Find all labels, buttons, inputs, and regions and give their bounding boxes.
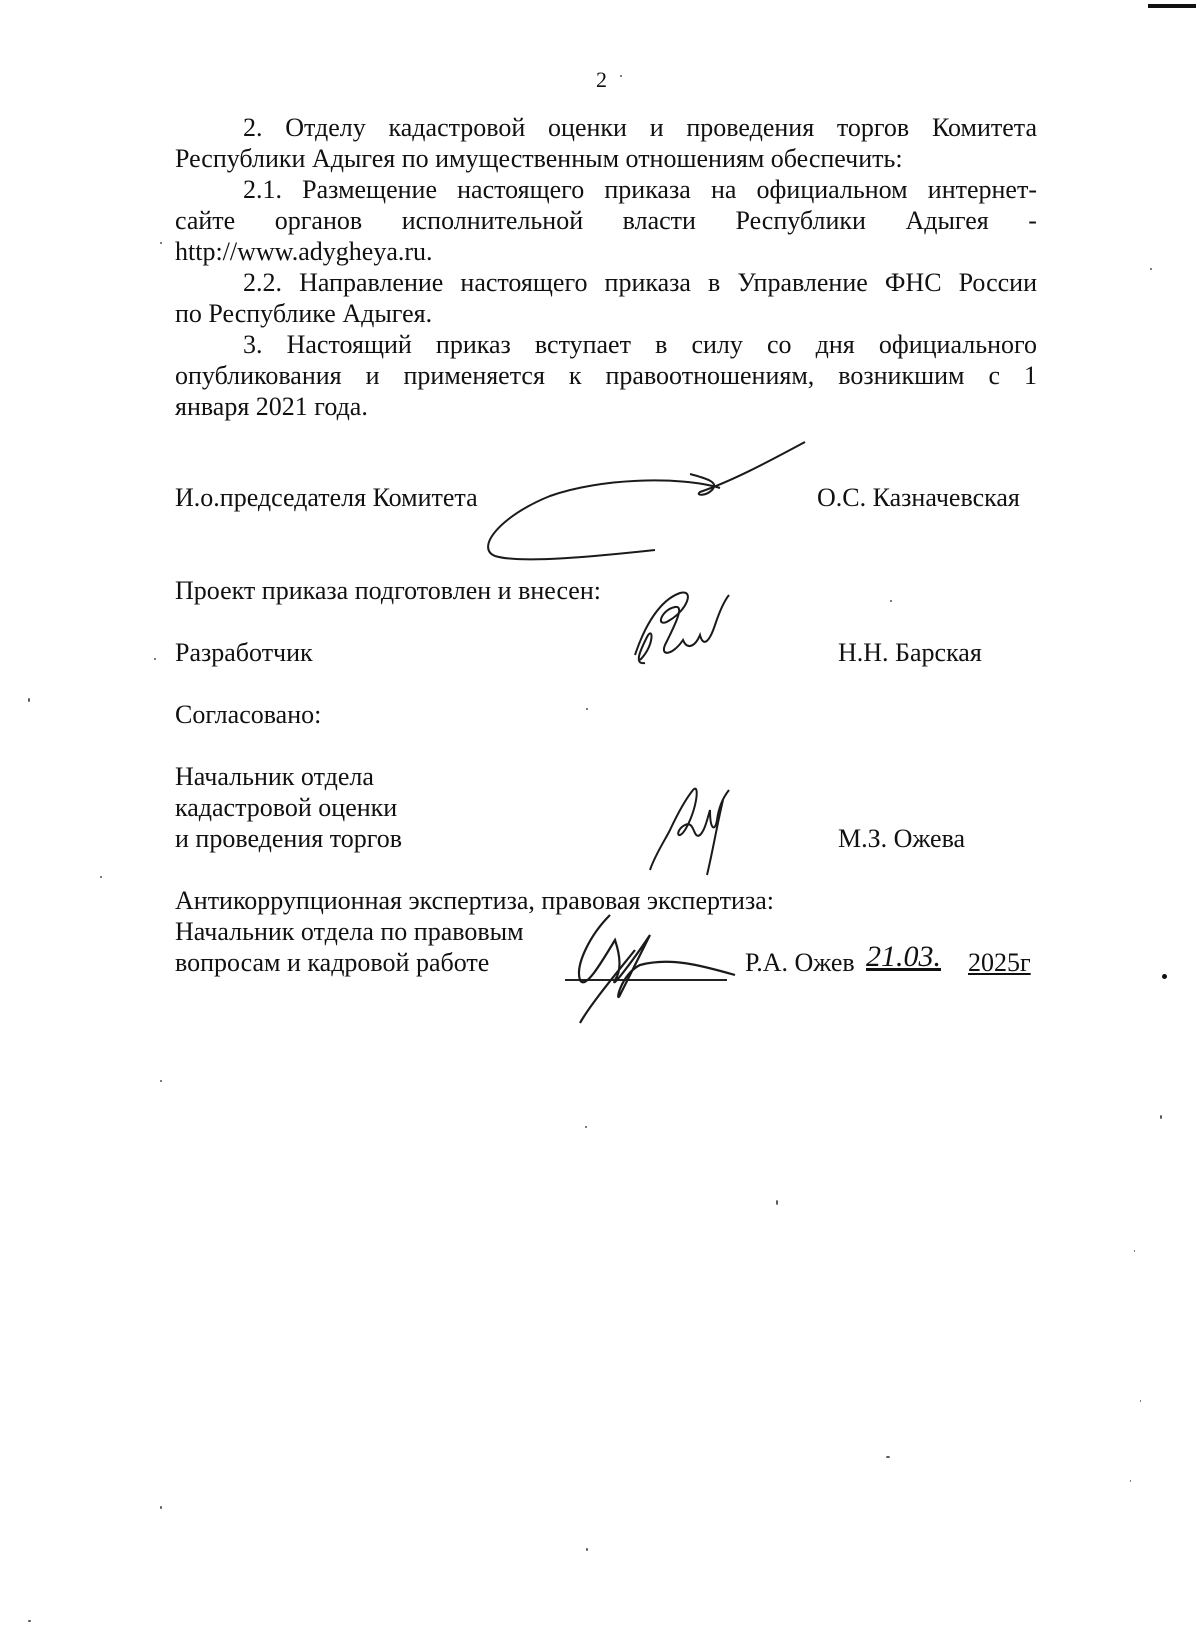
para22-line1: 2.2. Направление настоящего приказа в Управление ФНС России [243,268,1037,297]
scan-speck [160,1506,162,1509]
legal-head-line2: вопросам и кадровой работе [175,948,490,977]
scan-speck [776,1200,778,1205]
scan-speck [160,1080,162,1082]
scan-speck [1140,1400,1141,1402]
head-dept-signature [645,780,745,880]
agreed-heading: Согласовано: [175,700,322,729]
para3-line3: января 2021 года. [175,392,368,421]
para2-line2: Республики Адыгея по имущественным отношениям обеспечить: [175,144,903,173]
scan-speck [154,658,156,660]
scan-speck [1150,268,1152,270]
scan-speck [586,1548,588,1551]
scan-speck [160,242,162,244]
scan-speck [1162,974,1167,979]
scan-speck [585,1126,587,1128]
scan-speck [1134,1250,1135,1252]
para2-line1: 2. Отделу кадастровой оценки и проведения торгов Комитета [243,113,1037,142]
scan-edge-mark [1148,4,1196,8]
head-dept-line3: и проведения торгов [175,824,403,853]
word: Республики [735,206,866,235]
developer-title: Разработчик [175,638,313,667]
word: Адыгея [905,206,989,235]
legal-head-name: Р.А. Ожев [745,948,855,977]
head-dept-name: М.З. Ожева [838,824,966,853]
para21-line3: http://www.adygheya.ru. [175,237,433,266]
para3-line1: 3. Настоящий приказ вступает в силу со дня официального [243,330,1037,359]
handwritten-date: 21.03. [866,940,941,973]
chair-title: И.о.председателя Комитета [175,483,478,512]
date-year: 2025г [968,948,1031,977]
head-dept-line2: кадастровой оценки [175,793,398,822]
word: сайте [175,206,236,235]
para21-line1: 2.1. Размещение настоящего приказа на официальном интернет- [243,175,1037,204]
scan-speck [890,600,892,602]
scan-speck [1160,1115,1162,1119]
chair-signature [480,438,820,568]
word: исполнительной [401,206,584,235]
prepared-heading: Проект приказа подготовлен и внесен: [175,576,601,605]
word: органов [274,206,363,235]
scan-speck [28,698,30,702]
para21-line2 [175,205,1037,236]
para22-line2: по Республике Адыгея. [175,299,433,328]
scan-speck [100,876,102,878]
head-dept-line1: Начальник отдела [175,762,374,791]
scan-speck [586,708,588,710]
legal-head-signature [560,895,740,1025]
legal-head-line1: Начальник отдела по правовым [175,917,524,946]
page-number: 2 [596,67,607,92]
word: - [1028,206,1037,235]
scan-speck [1130,1480,1131,1482]
scan-speck [886,1456,890,1458]
developer-signature [625,585,735,675]
para3-line2: опубликования и применяется к правоотношениям, возникшим с 1 [175,361,1037,390]
scan-speck [620,75,622,77]
developer-name: Н.Н. Барская [838,638,982,667]
chair-name: О.С. Казначевская [817,483,1020,512]
expertise-heading: Антикоррупционная экспертиза, правовая экспертиза: [175,886,774,915]
word: власти [622,206,696,235]
scan-speck [28,1620,31,1622]
